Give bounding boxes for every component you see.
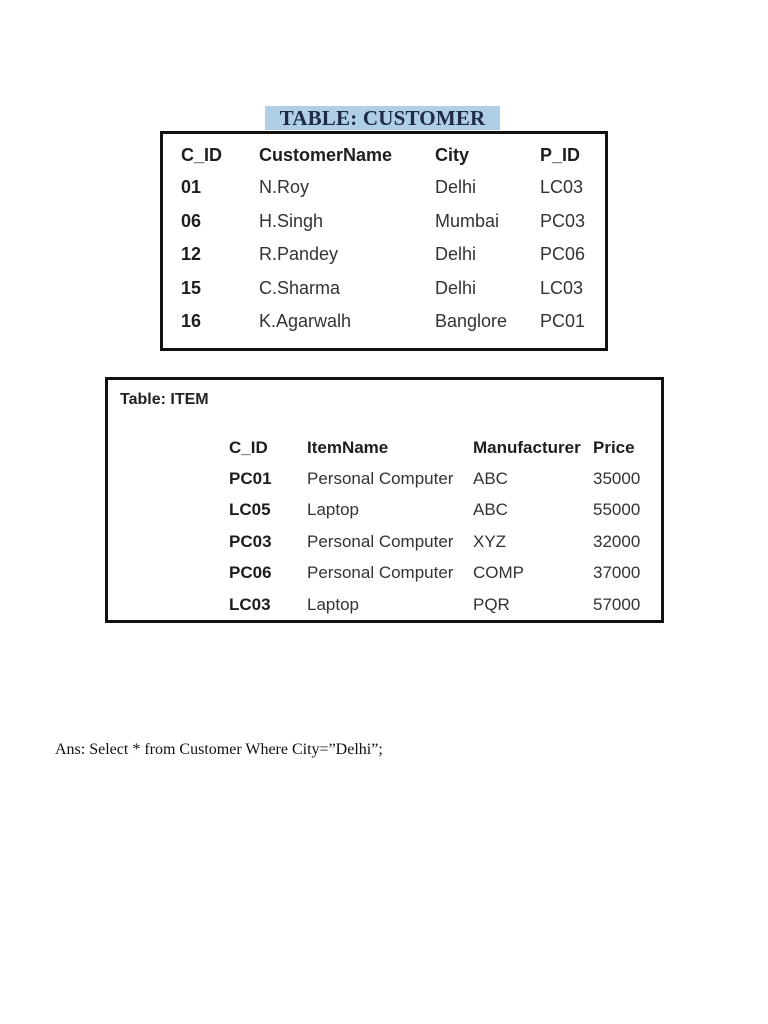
cell-c-id: PC06 [229,563,272,583]
cell-item-name: Personal Computer [307,563,454,583]
item-table-box [105,377,664,623]
cell-c-id: 16 [181,311,202,332]
customer-table-title: TABLE: CUSTOMER [265,106,500,130]
table-row [181,238,600,272]
cell-manufacturer: ABC [473,468,508,488]
cell-c-id: 06 [181,210,202,231]
cell-customer-name: H.Singh [259,210,324,231]
item-table-title: Table: ITEM [120,391,209,408]
column-header-manufacturer: Manufacturer [473,437,581,457]
customer-table [181,139,600,339]
cell-city: Delhi [435,277,477,298]
cell-p-id: LC03 [540,277,584,298]
column-header-item-name: ItemName [307,437,389,457]
table-row [181,305,600,339]
cell-manufacturer: ABC [473,500,508,520]
table-row [229,589,653,621]
cell-c-id: PC03 [229,531,272,551]
cell-c-id: 12 [181,244,202,265]
cell-customer-name: R.Pandey [259,244,339,265]
cell-city: Banglore [435,311,508,332]
cell-price: 37000 [593,563,641,583]
customer-header-row [181,139,600,171]
customer-table-box [160,131,608,351]
column-header-p-id: P_ID [540,144,581,165]
table-row [181,272,600,306]
cell-item-name: Personal Computer [307,531,454,551]
cell-city: Delhi [435,244,477,265]
cell-price: 32000 [593,531,641,551]
column-header-c-id: C_ID [181,144,223,165]
cell-c-id: LC03 [229,594,271,614]
column-header-c-id: C_ID [229,437,268,457]
cell-c-id: 15 [181,277,202,298]
table-row [181,205,600,239]
cell-price: 55000 [593,500,641,520]
cell-item-name: Personal Computer [307,468,454,488]
cell-manufacturer: XYZ [473,531,507,551]
cell-c-id: PC01 [229,468,272,488]
column-header-customer-name: CustomerName [259,144,393,165]
cell-price: 57000 [593,594,641,614]
cell-customer-name: N.Roy [259,177,310,198]
cell-p-id: LC03 [540,177,584,198]
cell-city: Mumbai [435,210,500,231]
item-table [229,432,653,621]
cell-c-id: 01 [181,177,202,198]
cell-price: 35000 [593,468,641,488]
cell-p-id: PC03 [540,210,586,231]
cell-customer-name: C.Sharma [259,277,341,298]
item-header-row [229,432,653,463]
answer-text: Ans: Select * from Customer Where City=”Delhi”; [55,741,383,758]
cell-manufacturer: PQR [473,594,510,614]
cell-item-name: Laptop [307,594,359,614]
table-row [229,526,653,558]
cell-city: Delhi [435,177,477,198]
table-row [229,463,653,495]
cell-p-id: PC01 [540,311,586,332]
column-header-price: Price [593,437,635,457]
table-row [181,171,600,205]
column-header-city: City [435,144,470,165]
cell-manufacturer: COMP [473,563,524,583]
cell-customer-name: K.Agarwalh [259,311,352,332]
table-row [229,558,653,590]
table-row [229,495,653,527]
cell-c-id: LC05 [229,500,271,520]
cell-p-id: PC06 [540,244,586,265]
cell-item-name: Laptop [307,500,359,520]
